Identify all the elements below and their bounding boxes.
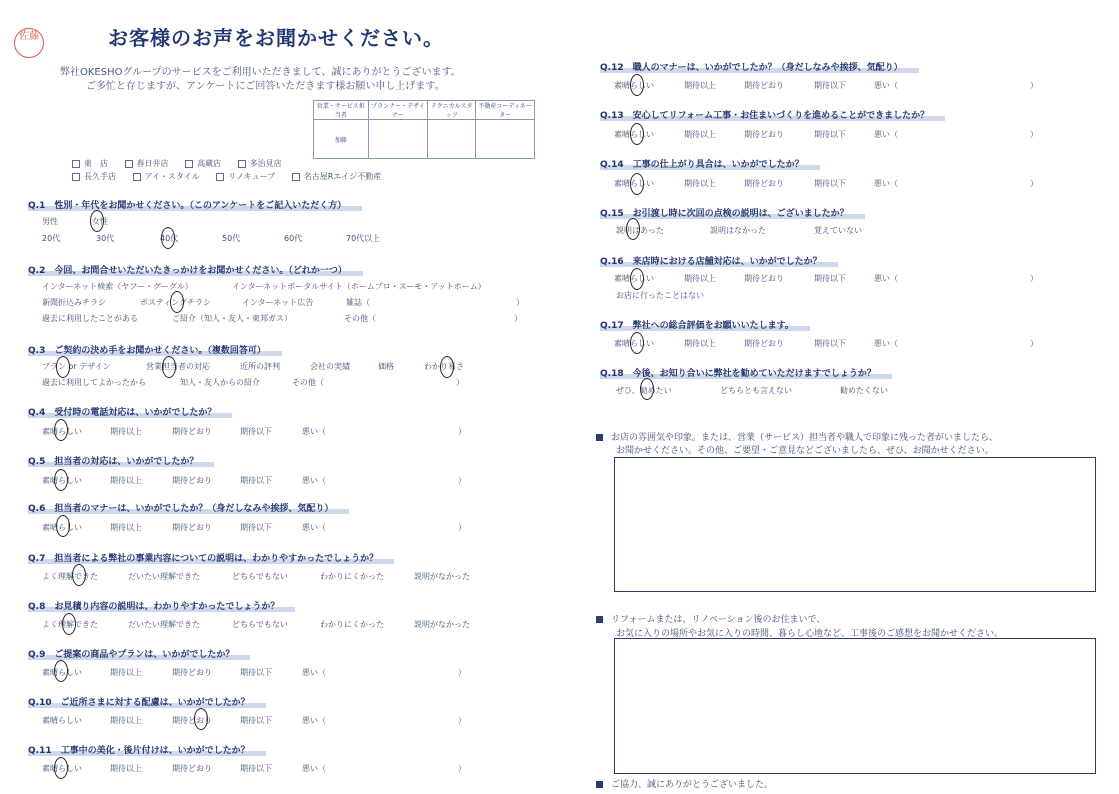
rating-option[interactable]: 期待以下 [240, 427, 272, 436]
thanks-message: ご協力、誠にありがとうございました。 [596, 777, 773, 790]
rating-option[interactable]: 期待以上 [110, 668, 142, 677]
comment1-textarea[interactable] [614, 457, 1096, 592]
q1-option[interactable]: 70代以上 [346, 234, 381, 243]
rating-option[interactable]: 悪い（ [302, 427, 326, 436]
rating-option[interactable]: 素晴らしい [42, 764, 82, 773]
q3-option[interactable]: 過去に利用してよかったから [42, 378, 146, 387]
comment2-prompt-line2: お気に入りの場所やお気に入りの時間、暮らし心地など、工事後のご感想をお聞かせください。 [616, 629, 1004, 639]
q9-label: Q.9 ご提案の商品やプランは、いかがでしたか？ [28, 647, 250, 660]
checkbox[interactable] [72, 160, 80, 168]
q14-label: Q.14 工事の仕上がり具合は、いかがでしたか？ [600, 157, 820, 170]
rating-option[interactable]: 期待以上 [110, 716, 142, 725]
rating-option[interactable]: 期待どおり [744, 274, 784, 283]
staff-table [313, 100, 535, 159]
q3-option[interactable]: 価格 [378, 362, 394, 371]
rating-bracket-close: ） [1030, 339, 1038, 348]
store-option[interactable]: アイ・スタイル [133, 171, 200, 182]
understanding-option[interactable]: よく理解できた [42, 620, 98, 629]
rating-option[interactable]: 悪い（ [874, 130, 898, 139]
q3-option[interactable]: 会社の実績 [310, 362, 350, 371]
q3-option[interactable]: プラン or デザイン [42, 362, 111, 371]
staff-technical-name[interactable] [428, 120, 476, 159]
q2-option[interactable]: インターネット広告 [242, 298, 314, 307]
rating-option[interactable]: 期待以上 [684, 339, 716, 348]
rating-option[interactable]: 期待以下 [814, 130, 846, 139]
rating-bracket-close: ） [458, 523, 466, 532]
q3-option[interactable]: その他（ [292, 378, 324, 387]
q16-option-no-visit[interactable]: お店に行ったことはない [616, 291, 704, 300]
q2-option[interactable]: ご紹介（知人・友人・東邦ガス） [172, 314, 292, 323]
rating-option[interactable]: 素晴らしい [614, 179, 654, 188]
rating-option[interactable]: 悪い（ [302, 476, 326, 485]
rating-option[interactable]: 期待以上 [684, 130, 716, 139]
q1-option[interactable]: 男性 [42, 217, 58, 226]
answer-circle [162, 356, 176, 378]
rating-option[interactable]: 期待どおり [172, 523, 212, 532]
q6-label: Q.6 担当者のマナーは、いかがでしたか？（身だしなみや挨拶、気配り） [28, 501, 349, 514]
rating-option[interactable]: 期待どおり [172, 668, 212, 677]
q2-option[interactable]: 過去に利用したことがある [42, 314, 138, 323]
rating-bracket-close: ） [458, 668, 466, 677]
rating-option[interactable]: 期待以上 [110, 427, 142, 436]
rating-option[interactable]: 期待以上 [684, 274, 716, 283]
rating-option[interactable]: 素晴らしい [42, 523, 82, 532]
q1-option[interactable]: 女性 [92, 217, 108, 226]
q1-option[interactable]: 60代 [284, 234, 303, 243]
intro-line-2: ご多忙と存じますが、アンケートにご回答いただきます様お願い申し上げます。 [86, 81, 445, 92]
rating-bracket-close: ） [1030, 130, 1038, 139]
comment2-prompt: リフォームまたは、リノベーション後のお住まいで、 [596, 612, 825, 625]
q15-option[interactable]: 説明はあった [616, 226, 664, 235]
understanding-option[interactable]: だいたい理解できた [128, 572, 200, 581]
understanding-option[interactable]: よく理解できた [42, 572, 98, 581]
store-row-2 [72, 171, 395, 182]
q18-option[interactable]: ぜひ、勧めたい [616, 386, 672, 395]
q1-option[interactable]: 30代 [96, 234, 115, 243]
q2-option[interactable]: ポスティングチラシ [140, 298, 212, 307]
rating-bracket-close: ） [458, 716, 466, 725]
q3-option[interactable]: わかり易さ [424, 362, 464, 371]
q3-option: ） [456, 378, 464, 387]
checkbox[interactable] [72, 173, 80, 181]
rating-option[interactable]: 悪い（ [302, 716, 326, 725]
staff-header-sales: 営業・サービス担当者 [314, 101, 369, 120]
q18-option[interactable]: どちらとも言えない [720, 386, 792, 395]
answer-circle [90, 210, 104, 232]
rating-bracket-close: ） [1030, 274, 1038, 283]
comment1-prompt: お店の雰囲気や印象。または、営業（サービス）担当者や職人で印象に残った者がいましたら、 [596, 430, 998, 443]
q4-label: Q.4 受付時の電話対応は、いかがでしたか？ [28, 405, 232, 418]
rating-option[interactable]: 素晴らしい [614, 274, 654, 283]
store-option[interactable]: 多治見店 [238, 158, 282, 169]
q15-label: Q.15 お引渡し時に次回の点検の説明は、ございましたか？ [600, 206, 865, 219]
rating-option[interactable]: 悪い（ [302, 764, 326, 773]
rating-option[interactable]: 期待以下 [814, 274, 846, 283]
q18-label: Q.18 今後、お知り合いに弊社を勧めていただけますでしょうか？ [600, 366, 892, 379]
q15-option[interactable]: 説明はなかった [710, 226, 766, 235]
store-option[interactable]: 高蔵店 [185, 158, 221, 169]
q5-label: Q.5 担当者の対応は、いかがでしたか？ [28, 454, 214, 467]
rating-option[interactable]: 期待以上 [110, 764, 142, 773]
understanding-option[interactable]: 説明がなかった [414, 572, 470, 581]
rating-option[interactable]: 悪い（ [874, 274, 898, 283]
store-option[interactable]: 春日井店 [125, 158, 169, 169]
rating-option[interactable]: 期待以下 [240, 764, 272, 773]
rating-bracket-close: ） [1030, 179, 1038, 188]
checkbox[interactable] [133, 173, 141, 181]
rating-option[interactable]: 悪い（ [302, 668, 326, 677]
understanding-option[interactable]: 説明がなかった [414, 620, 470, 629]
staff-planner-name[interactable] [368, 120, 428, 159]
q1-option[interactable]: 50代 [222, 234, 241, 243]
rating-option[interactable]: 期待どおり [744, 81, 784, 90]
store-option[interactable]: 名古屋Rエイジ不動産 [292, 171, 382, 182]
understanding-option[interactable]: わかりにくかった [320, 572, 384, 581]
rating-option[interactable]: 悪い（ [874, 179, 898, 188]
page-title: お客様のお声をお聞かせください。 [108, 26, 444, 50]
rating-option[interactable]: 素晴らしい [42, 716, 82, 725]
answer-circle [626, 218, 640, 240]
rating-option[interactable]: 素晴らしい [42, 427, 82, 436]
rating-option[interactable]: 悪い（ [874, 339, 898, 348]
q13-label: Q.13 安心してリフォーム工事・お住まいづくりを進めることができましたか？ [600, 108, 945, 121]
store-option[interactable]: 長久手店 [72, 171, 116, 182]
q2-label: Q.2 今回、お問合せいただいたきっかけをお聞かせください。（どれか一つ） [28, 263, 363, 276]
q18-option[interactable]: 勧めたくない [840, 386, 888, 395]
rating-bracket-close: ） [458, 427, 466, 436]
rating-option[interactable]: 素晴らしい [614, 130, 654, 139]
rating-option[interactable]: 期待以上 [110, 523, 142, 532]
bullet-square-icon [596, 616, 603, 623]
q17-label: Q.17 弊社への総合評価をお願いいたします。 [600, 318, 810, 331]
rating-option[interactable]: 期待どおり [172, 476, 212, 485]
checkbox[interactable] [216, 173, 224, 181]
rating-option[interactable]: 期待どおり [172, 427, 212, 436]
answer-circle [440, 356, 454, 378]
understanding-option[interactable]: だいたい理解できた [128, 620, 200, 629]
q2-option[interactable]: 雑誌（ [346, 298, 370, 307]
staff-header-planner: プランナー・デザイナー [368, 101, 428, 120]
checkbox[interactable] [292, 173, 300, 181]
rating-option[interactable]: 期待以下 [240, 476, 272, 485]
checkbox[interactable] [238, 160, 246, 168]
q1-option[interactable]: 40代 [160, 234, 179, 243]
q3-option[interactable]: 知人・友人からの紹介 [180, 378, 260, 387]
answer-circle [161, 227, 175, 249]
store-row-1 [72, 158, 296, 169]
bullet-square-icon [596, 781, 603, 788]
rating-option[interactable]: 期待以上 [110, 476, 142, 485]
rating-option[interactable]: 期待どおり [744, 339, 784, 348]
q1-option[interactable]: 20代 [42, 234, 61, 243]
understanding-option[interactable]: どちらでもない [232, 620, 288, 629]
staff-header-technical: テクニカルスタッフ [428, 101, 476, 120]
checkbox[interactable] [185, 160, 193, 168]
rating-option[interactable]: 期待以下 [240, 523, 272, 532]
staff-realestate-name[interactable] [476, 120, 535, 159]
rating-option[interactable]: 期待以下 [814, 81, 846, 90]
rating-bracket-close: ） [1030, 81, 1038, 90]
q2-option[interactable]: その他（ [344, 314, 376, 323]
q7-label: Q.7 担当者による弊社の事業内容についての説明は、わかりやすかったでしょうか？ [28, 551, 394, 564]
q11-label: Q.11 工事中の美化・後片付けは、いかがでしたか？ [28, 743, 266, 756]
rating-option[interactable]: 素晴らしい [42, 476, 82, 485]
rating-option[interactable]: 悪い（ [302, 523, 326, 532]
rating-option[interactable]: 期待どおり [744, 130, 784, 139]
rating-option[interactable]: 期待どおり [172, 764, 212, 773]
rating-option[interactable]: 期待以下 [240, 716, 272, 725]
q2-option[interactable]: 新聞折込みチラシ [42, 298, 106, 307]
rating-option[interactable]: 期待以上 [684, 81, 716, 90]
rating-option[interactable]: 期待以下 [240, 668, 272, 677]
answer-circle [56, 356, 70, 378]
rating-option[interactable]: 期待どおり [172, 716, 212, 725]
q2-option[interactable]: インターネットポータルサイト（ホームプロ・スーモ・アットホーム） [232, 282, 486, 291]
store-option[interactable]: 東 店 [72, 158, 108, 169]
q3-label: Q.3 ご契約の決め手をお聞かせください。（複数回答可） [28, 343, 282, 356]
staff-header-realestate: 不動産コーディネーター [476, 101, 535, 120]
q16-label: Q.16 来店時における店舗対応は、いかがでしたか？ [600, 254, 838, 267]
understanding-option[interactable]: どちらでもない [232, 572, 288, 581]
comment1-prompt-line2: お聞かせください。その他、ご要望・ご意見などございましたら、ぜひ、お聞かせください。 [616, 446, 994, 456]
bullet-square-icon [596, 434, 603, 441]
seal-stamp: 佐藤 [14, 28, 44, 58]
q1-label: Q.1 性別・年代をお聞かせください。（このアンケートをご記入いただく方） [28, 198, 362, 211]
rating-option[interactable]: 素晴らしい [614, 81, 654, 90]
store-option[interactable]: リノキューブ [216, 171, 275, 182]
q3-option[interactable]: 営業担当者の対応 [146, 362, 210, 371]
checkbox[interactable] [125, 160, 133, 168]
q2-option[interactable]: インターネット検索（ヤフー・グーグル） [42, 282, 193, 291]
intro-line-1: 弊社OKESHOグループのサービスをご利用いただきまして、誠にありがとうございます。 [60, 67, 461, 78]
rating-option[interactable]: 悪い（ [874, 81, 898, 90]
rating-option[interactable]: 期待以下 [814, 339, 846, 348]
q15-option[interactable]: 覚えていない [814, 226, 862, 235]
rating-option[interactable]: 期待以下 [814, 179, 846, 188]
rating-option[interactable]: 素晴らしい [42, 668, 82, 677]
q10-label: Q.10 ご近所さまに対する配慮は、いかがでしたか？ [28, 695, 266, 708]
q12-label: Q.12 職人のマナーは、いかがでしたか？（身だしなみや挨拶、気配り） [600, 60, 919, 73]
rating-option[interactable]: 期待どおり [744, 179, 784, 188]
rating-bracket-close: ） [458, 764, 466, 773]
q2-option: ） [514, 314, 522, 323]
rating-bracket-close: ） [458, 476, 466, 485]
staff-sales-name[interactable]: 加藤 [314, 120, 369, 159]
answer-circle [640, 378, 654, 400]
rating-option[interactable]: 期待以上 [684, 179, 716, 188]
q3-option[interactable]: 近所の評判 [240, 362, 280, 371]
answer-circle [170, 291, 184, 313]
q8-label: Q.8 お見積り内容の説明は、わかりやすかったでしょうか？ [28, 599, 295, 612]
understanding-option[interactable]: わかりにくかった [320, 620, 384, 629]
q2-option: ） [516, 298, 524, 307]
comment2-textarea[interactable] [614, 638, 1096, 774]
rating-option[interactable]: 素晴らしい [614, 339, 654, 348]
